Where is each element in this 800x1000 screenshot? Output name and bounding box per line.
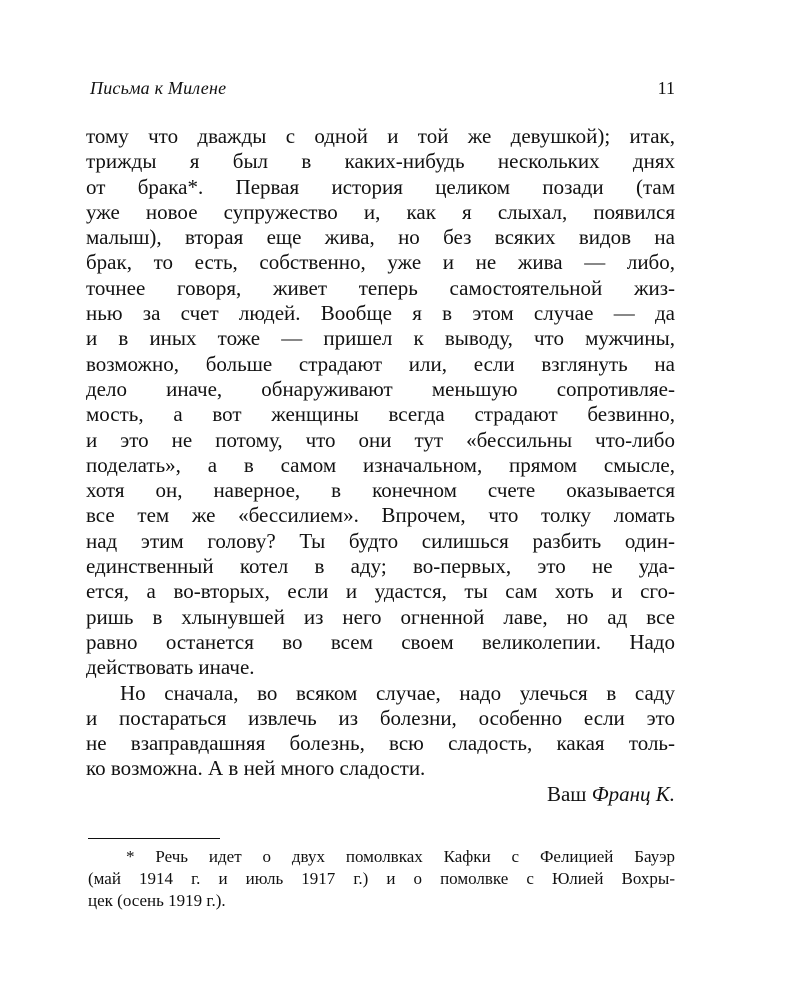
signature-prefix: Ваш bbox=[546, 781, 587, 806]
footnote bbox=[88, 846, 675, 912]
text-line: малыш), вторая еще жива, но без всяких видов на bbox=[86, 225, 675, 250]
text-line: нью за счет людей. Вообще я в этом случае — да bbox=[86, 301, 675, 326]
text-line: от брака*. Первая история целиком позади (там bbox=[86, 174, 675, 199]
footnote-divider bbox=[88, 838, 220, 839]
text-line: и в иных тоже — пришел к выводу, что мужчины, bbox=[86, 326, 675, 351]
signature bbox=[86, 782, 675, 807]
text-line: тому что дважды с одной и той же девушкой); итак, bbox=[86, 124, 675, 148]
text-line: хотя он, наверное, в конечном счете оказывается bbox=[86, 478, 675, 503]
paragraph-start-line: Но сначала, во всяком случае, надо улечься в саду bbox=[120, 680, 675, 705]
footnote-line: цек (осень 1919 г.). bbox=[88, 891, 226, 910]
text-line: уже новое супружество и, как я слыхал, появился bbox=[86, 199, 675, 224]
running-title: Письма к Милене bbox=[90, 78, 227, 98]
text-line: все тем же «бессилием». Впрочем, что толку ломать bbox=[86, 503, 675, 528]
text-line: брак, то есть, собственно, уже и не жива — либо, bbox=[86, 250, 675, 275]
text-line: ришь в хлынувшей из него огненной лаве, но ад все bbox=[86, 604, 675, 629]
text-line: мость, а вот женщины всегда страдают безвинно, bbox=[86, 402, 675, 427]
text-line: точнее говоря, живет теперь самостоятельной жиз- bbox=[86, 275, 675, 300]
text-line: ется, а во-вторых, если и удастся, ты сам хоть и сго- bbox=[86, 579, 675, 604]
footnote-line: * Речь идет о двух помолвках Кафки с Фелицией Бауэр bbox=[126, 847, 675, 866]
body-text bbox=[86, 124, 675, 807]
footnote-line: (май 1914 г. и июль 1917 г.) и о помолвке с Юлией Вохры- bbox=[88, 869, 675, 888]
text-line: равно останется во всем своем великолепии. Надо bbox=[86, 629, 675, 654]
text-line: не взаправдашняя болезнь, всю сладость, какая толь- bbox=[86, 731, 675, 756]
text-line: над этим голову? Ты будто силишься разбить один- bbox=[86, 528, 675, 553]
text-line: и это не потому, что они тут «бессильны что-либо bbox=[86, 427, 675, 452]
text-line: действовать иначе. bbox=[86, 655, 255, 680]
page-number: 11 bbox=[657, 78, 675, 98]
signature-name: Франц К. bbox=[591, 781, 675, 806]
text-line: возможно, больше страдают или, если взглянуть на bbox=[86, 351, 675, 376]
text-line: единственный котел в аду; во-первых, это не уда- bbox=[86, 554, 675, 579]
text-line: поделать», а в самом изначальном, прямом смысле, bbox=[86, 452, 675, 477]
text-line: дело иначе, обнаруживают меньшую сопротивляе- bbox=[86, 376, 675, 401]
text-line: ко возможна. А в ней много сладости. bbox=[86, 756, 426, 781]
text-line: трижды я был в каких-нибудь нескольких днях bbox=[86, 149, 675, 174]
running-header bbox=[90, 78, 675, 102]
text-line: и постараться извлечь из болезни, особенно если это bbox=[86, 705, 675, 730]
